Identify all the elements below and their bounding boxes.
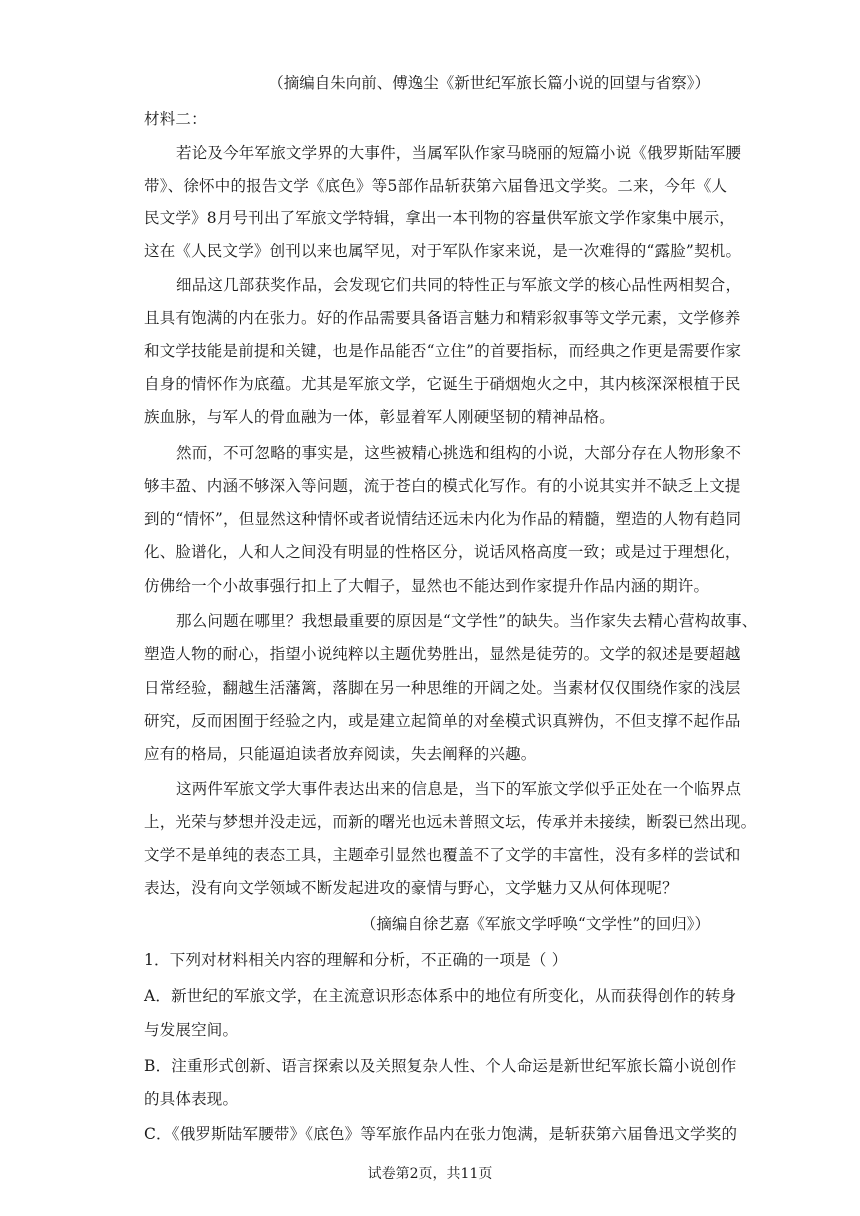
para2-line: 和文学技能是前提和关键，也是作品能否“立住”的首要指标，而经典之作更是需要作家 — [144, 342, 742, 360]
para3-line: 到的“情怀”，但显然这种情怀或者说情结还远未内化为作品的精髓，塑造的人物有趋同 — [144, 510, 742, 528]
para2-line: 族血脉，与军人的骨血融为一体，彰显着军人刚硬坚韧的精神品格。 — [144, 408, 616, 426]
para3-line: 然而，不可忽略的事实是，这些被精心挑选和组构的小说，大部分存在人物形象不 — [176, 444, 742, 462]
para2-line: 细品这几部获奖作品，会发现它们共同的特性正与军旅文学的核心品性两相契合， — [176, 276, 742, 294]
para5-line: 表达，没有向文学领域不断发起进攻的豪情与野心，文学魅力又从何体现呢？ — [144, 879, 678, 897]
para1-line: 若论及今年军旅文学界的大事件，当属军队作家马晓丽的短篇小说《俄罗斯陆军腰 — [176, 144, 742, 162]
para4-line: 日常经验，翻越生活藩篱，落脚在另一种思维的开阔之处。当素材仅仅围绕作家的浅层 — [144, 679, 741, 697]
question-stem: 1．下列对材料相关内容的理解和分析，不正确的一项是（ ） — [144, 951, 568, 969]
para3-line: 化、脸谱化，人和人之间没有明显的性格区分，说话风格高度一致；或是过于理想化， — [144, 543, 741, 561]
para4-line: 那么问题在哪里？我想最重要的原因是“文学性”的缺失。当作家失去精心营构故事、 — [176, 612, 758, 630]
material-2-label: 材料二： — [144, 110, 207, 128]
para5-line: 文学不是单纯的表态工具，主题牵引显然也覆盖不了文学的丰富性，没有多样的尝试和 — [144, 846, 741, 864]
para3-line: 仿佛给一个小故事强行扣上了大帽子，显然也不能达到作家提升作品内涵的期许。 — [144, 577, 710, 595]
para2-line: 自身的情怀作为底蕴。尤其是军旅文学，它诞生于硝烟炮火之中，其内核深深根植于民 — [144, 375, 741, 393]
page-footer: 试卷第2页，共11页 — [367, 1166, 493, 1182]
para4-line: 应有的格局，只能逼迫读者放弃阅读，失去阐释的兴趣。 — [144, 745, 537, 763]
para5-line: 这两件军旅文学大事件表达出来的信息是，当下的军旅文学似乎正处在一个临界点 — [176, 780, 742, 798]
option-a-cont: 与发展空间。 — [144, 1021, 239, 1039]
para4-line: 研究，反而困囿于经验之内，或是建立起简单的对垒模式识真辨伪，不但支撑不起作品 — [144, 712, 741, 730]
para1-line: 民文学》8月号刊出了军旅文学特辑，拿出一本刊物的容量供军旅文学作家集中展示， — [144, 209, 735, 227]
option-b-cont: 的具体表现。 — [144, 1090, 239, 1108]
option-a: A．新世纪的军旅文学，在主流意识形态体系中的地位有所变化，从而获得创作的转身 — [144, 987, 737, 1005]
para3-line: 够丰盈、内涵不够深入等问题，流于苍白的模式化写作。有的小说其实并不缺乏上文提 — [144, 477, 741, 495]
source-citation-2: （摘编自徐艺嘉《军旅文学呼唤“文学性”的回归》） — [360, 915, 710, 933]
para5-line: 上，光荣与梦想并没走远，而新的曙光也远未普照文坛，传承并未接续，断裂已然出现。 — [144, 813, 757, 831]
source-citation-1: （摘编自朱向前、傅逸尘《新世纪军旅长篇小说的回望与省察》） — [268, 74, 710, 92]
para1-line: 这在《人民文学》创刊以来也属罕见，对于军队作家来说，是一次难得的“露脸”契机。 — [144, 242, 742, 260]
option-c: C．《俄罗斯陆军腰带》《底色》等军旅作品内在张力饱满，是斩获第六届鲁迅文学奖的 — [144, 1125, 738, 1143]
para2-line: 且具有饱满的内在张力。好的作品需要具备语言魅力和精彩叙事等文学元素，文学修养 — [144, 309, 741, 327]
para1-line: 带》、徐怀中的报告文学《底色》等5部作品斩获第六届鲁迅文学奖。二来，今年《人 — [144, 177, 728, 195]
option-b: B．注重形式创新、语言探索以及关照复杂人性、个人命运是新世纪军旅长篇小说创作 — [144, 1057, 737, 1075]
para4-line: 塑造人物的耐心，指望小说纯粹以主题优势胜出，显然是徒劳的。文学的叙述是要超越 — [144, 645, 741, 663]
